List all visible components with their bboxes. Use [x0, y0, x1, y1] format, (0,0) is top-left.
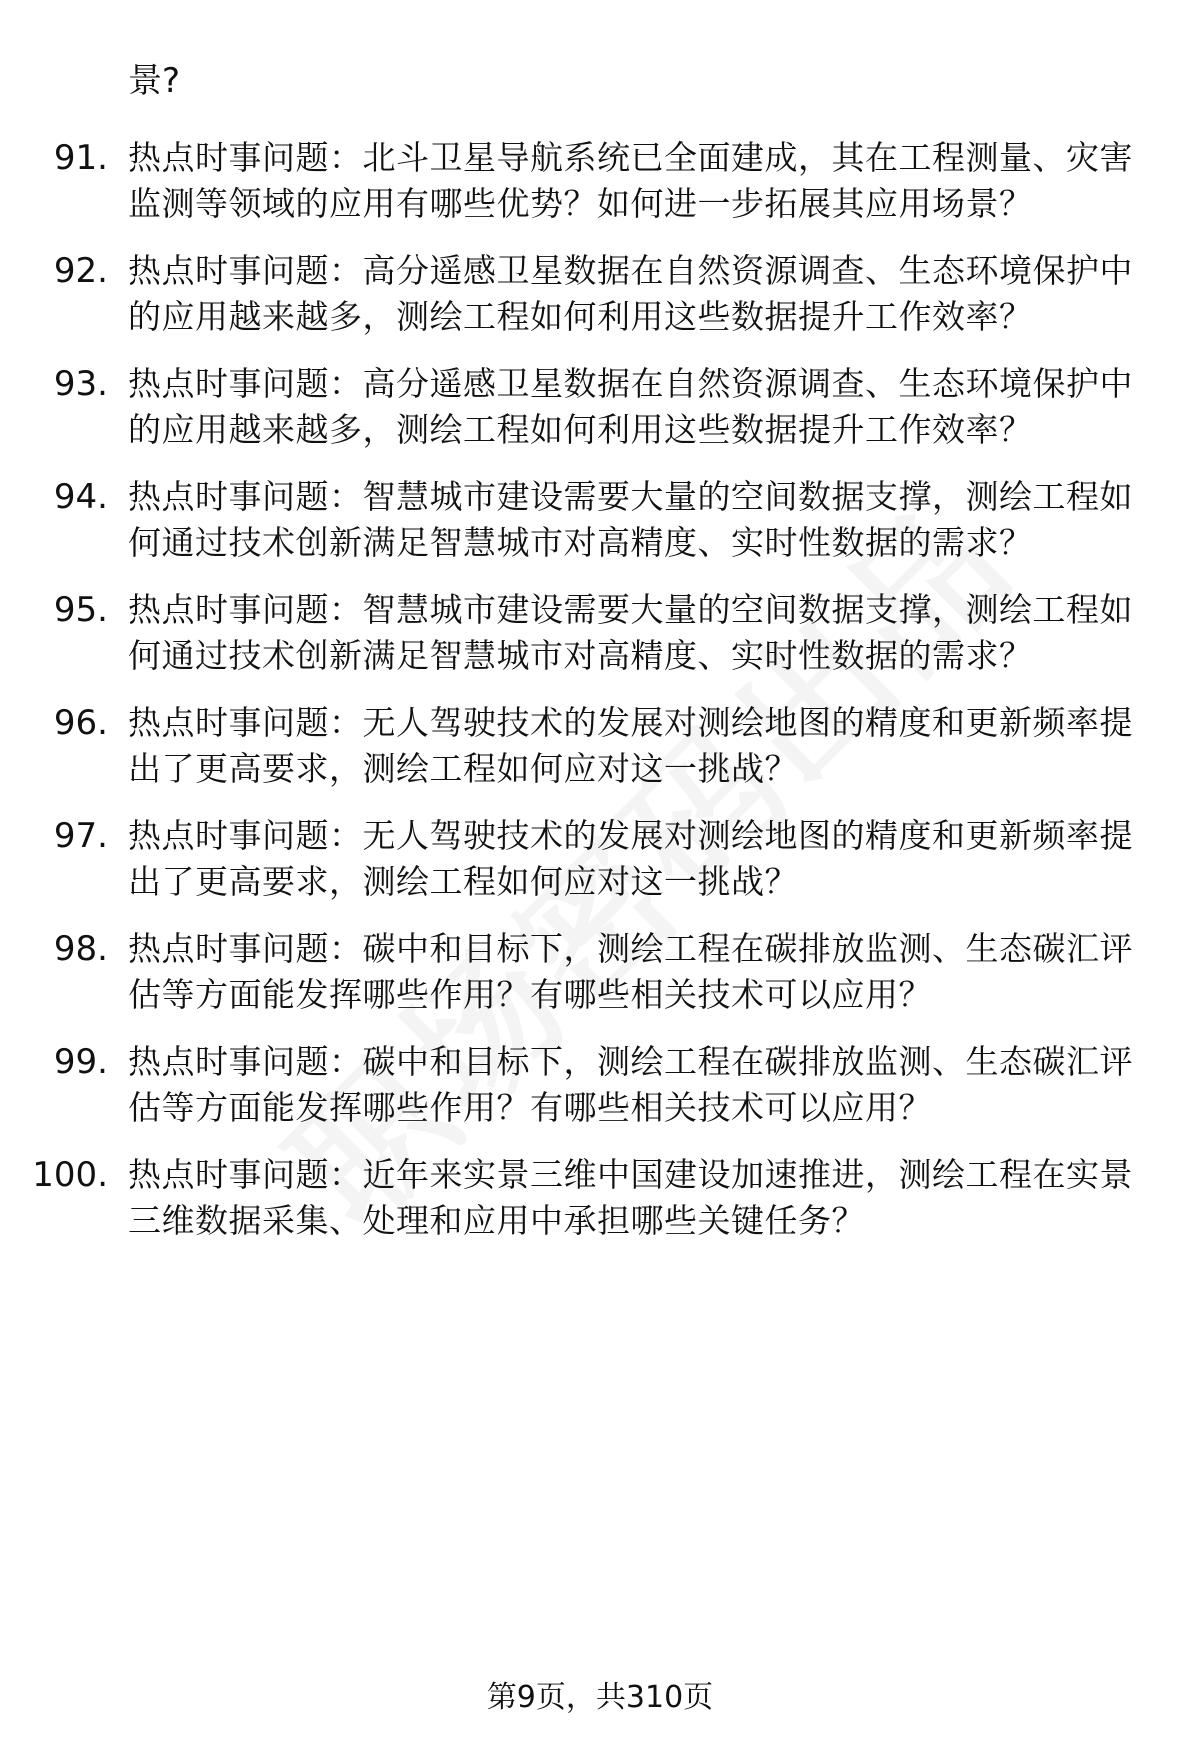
list-item	[0, 474, 1200, 566]
list-item	[0, 587, 1200, 679]
list-item	[0, 700, 1200, 792]
question-text: 热点时事问题：无人驾驶技术的发展对测绘地图的精度和更新频率提出了更高要求，测绘工程如何应对这一挑战？	[128, 816, 1133, 901]
continued-text: 景?	[128, 61, 181, 101]
list-item	[0, 135, 1200, 227]
question-text: 热点时事问题：碳中和目标下，测绘工程在碳排放监测、生态碳汇评估等方面能发挥哪些作用？有哪些相关技术可以应用？	[128, 929, 1133, 1014]
question-number: 99.	[53, 1042, 108, 1082]
list-item	[0, 361, 1200, 453]
list-item	[0, 926, 1200, 1018]
question-text: 热点时事问题：近年来实景三维中国建设加速推进，测绘工程在实景三维数据采集、处理和应用中承担哪些关键任务？	[128, 1155, 1133, 1240]
question-list	[0, 135, 1200, 1265]
question-number: 93.	[53, 364, 108, 404]
question-number: 98.	[53, 929, 108, 969]
list-item	[0, 248, 1200, 340]
question-text: 热点时事问题：高分遥感卫星数据在自然资源调查、生态环境保护中的应用越来越多，测绘工程如何利用这些数据提升工作效率？	[128, 364, 1133, 449]
question-number: 94.	[53, 477, 108, 517]
question-text: 热点时事问题：碳中和目标下，测绘工程在碳排放监测、生态碳汇评估等方面能发挥哪些作用？有哪些相关技术可以应用？	[128, 1042, 1133, 1127]
question-number: 91.	[53, 138, 108, 178]
list-item	[0, 1152, 1200, 1244]
list-item	[0, 1039, 1200, 1131]
list-item	[0, 813, 1200, 905]
question-text: 热点时事问题：北斗卫星导航系统已全面建成，其在工程测量、灾害监测等领域的应用有哪些优势？如何进一步拓展其应用场景？	[128, 138, 1133, 223]
question-text: 热点时事问题：智慧城市建设需要大量的空间数据支撑，测绘工程如何通过技术创新满足智慧城市对高精度、实时性数据的需求？	[128, 590, 1133, 675]
question-text: 热点时事问题：高分遥感卫星数据在自然资源调查、生态环境保护中的应用越来越多，测绘工程如何利用这些数据提升工作效率？	[128, 251, 1133, 336]
question-number: 100.	[32, 1155, 108, 1195]
question-number: 97.	[53, 816, 108, 856]
question-number: 95.	[53, 590, 108, 630]
question-text: 热点时事问题：智慧城市建设需要大量的空间数据支撑，测绘工程如何通过技术创新满足智慧城市对高精度、实时性数据的需求？	[128, 477, 1133, 562]
page-footer: 第9页，共310页	[486, 1680, 714, 1715]
question-number: 96.	[53, 703, 108, 743]
question-number: 92.	[53, 251, 108, 291]
question-text: 热点时事问题：无人驾驶技术的发展对测绘地图的精度和更新频率提出了更高要求，测绘工程如何应对这一挑战？	[128, 703, 1133, 788]
